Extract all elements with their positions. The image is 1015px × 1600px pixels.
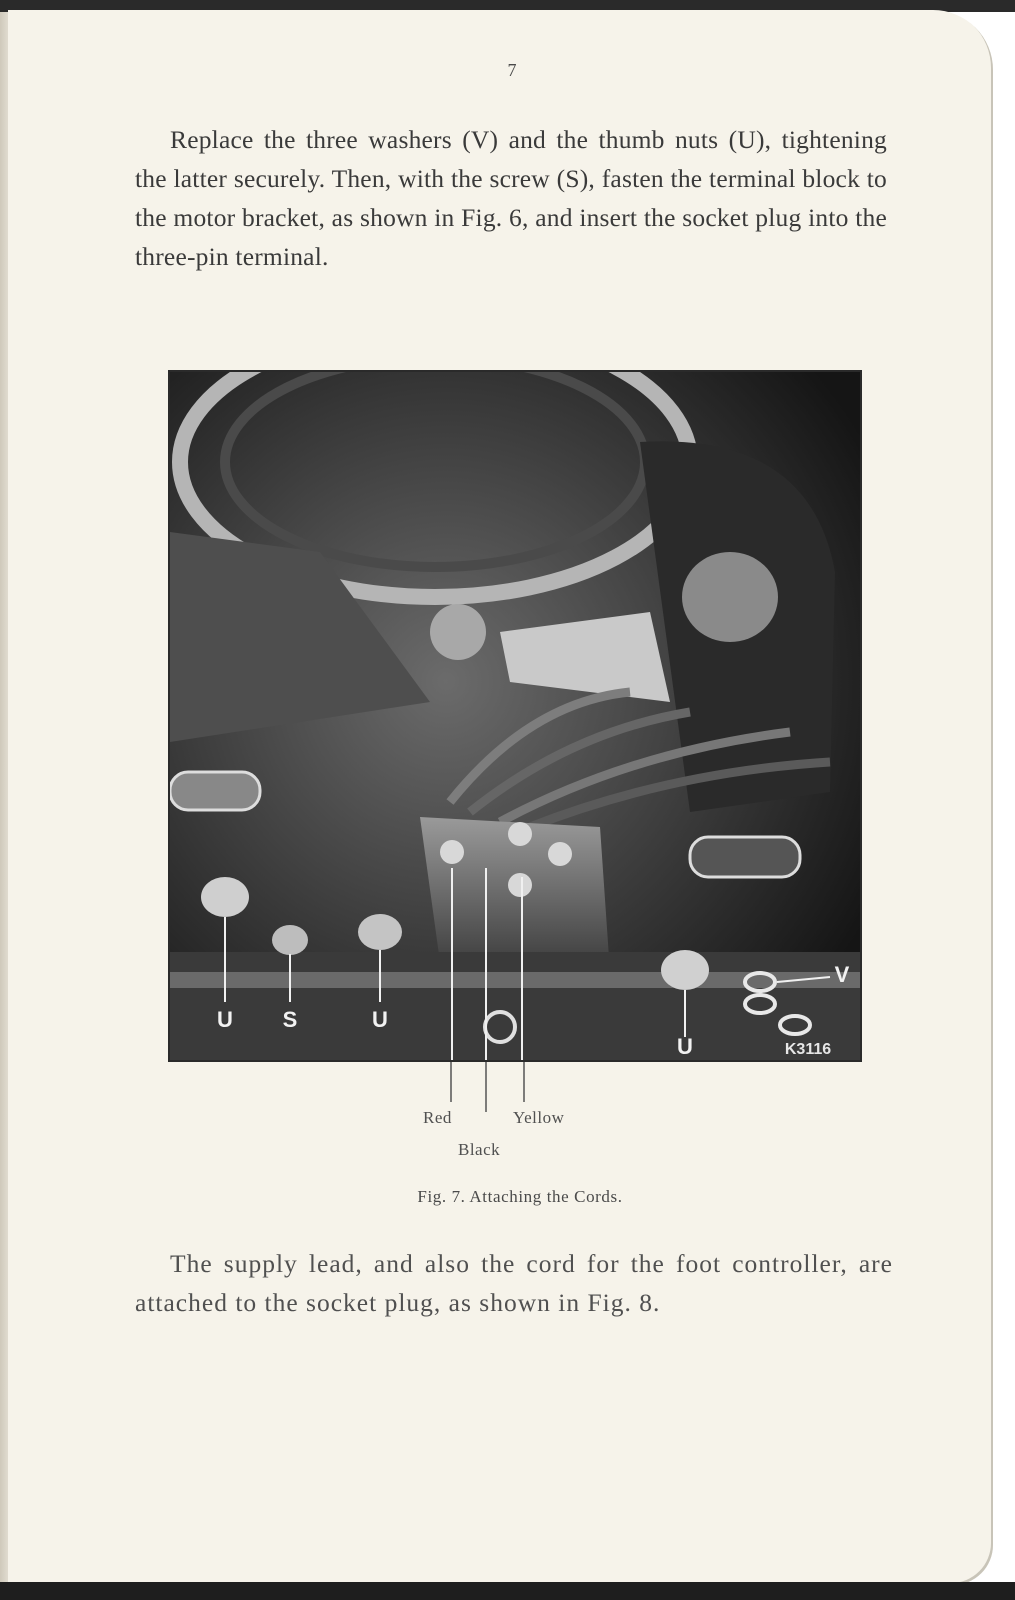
label-u-left: U xyxy=(217,1007,233,1032)
photo-illustration xyxy=(170,372,860,1060)
label-u-middle: U xyxy=(372,1007,388,1032)
instruction-paragraph-1: Replace the three washers (V) and the thumb nuts (U), tightening the latter securely. Then, with the screw (S), fasten the terminal block to the motor bracket, as shown in Fig. 6, and insert the socket plug into the three-pin terminal. xyxy=(135,125,887,271)
figure-caption: Fig. 7. Attaching the Cords. xyxy=(417,1187,623,1206)
page-number: 7 xyxy=(507,60,517,80)
callout-lines xyxy=(440,1062,540,1112)
instruction-paragraph-2: The supply lead, and also the cord for the foot controller, are attached to the socket plug, as shown in Fig. 8. xyxy=(135,1249,893,1317)
callout-red: Red xyxy=(423,1108,452,1127)
label-v: V xyxy=(834,962,850,987)
plate-number: K3116 xyxy=(784,1041,832,1058)
bottom-edge xyxy=(0,1582,1015,1600)
label-s: S xyxy=(282,1007,298,1032)
callout-yellow: Yellow xyxy=(513,1108,565,1127)
label-u-right: U xyxy=(677,1034,693,1059)
figure-7-photo xyxy=(168,370,862,1062)
callout-black: Black xyxy=(458,1140,501,1159)
